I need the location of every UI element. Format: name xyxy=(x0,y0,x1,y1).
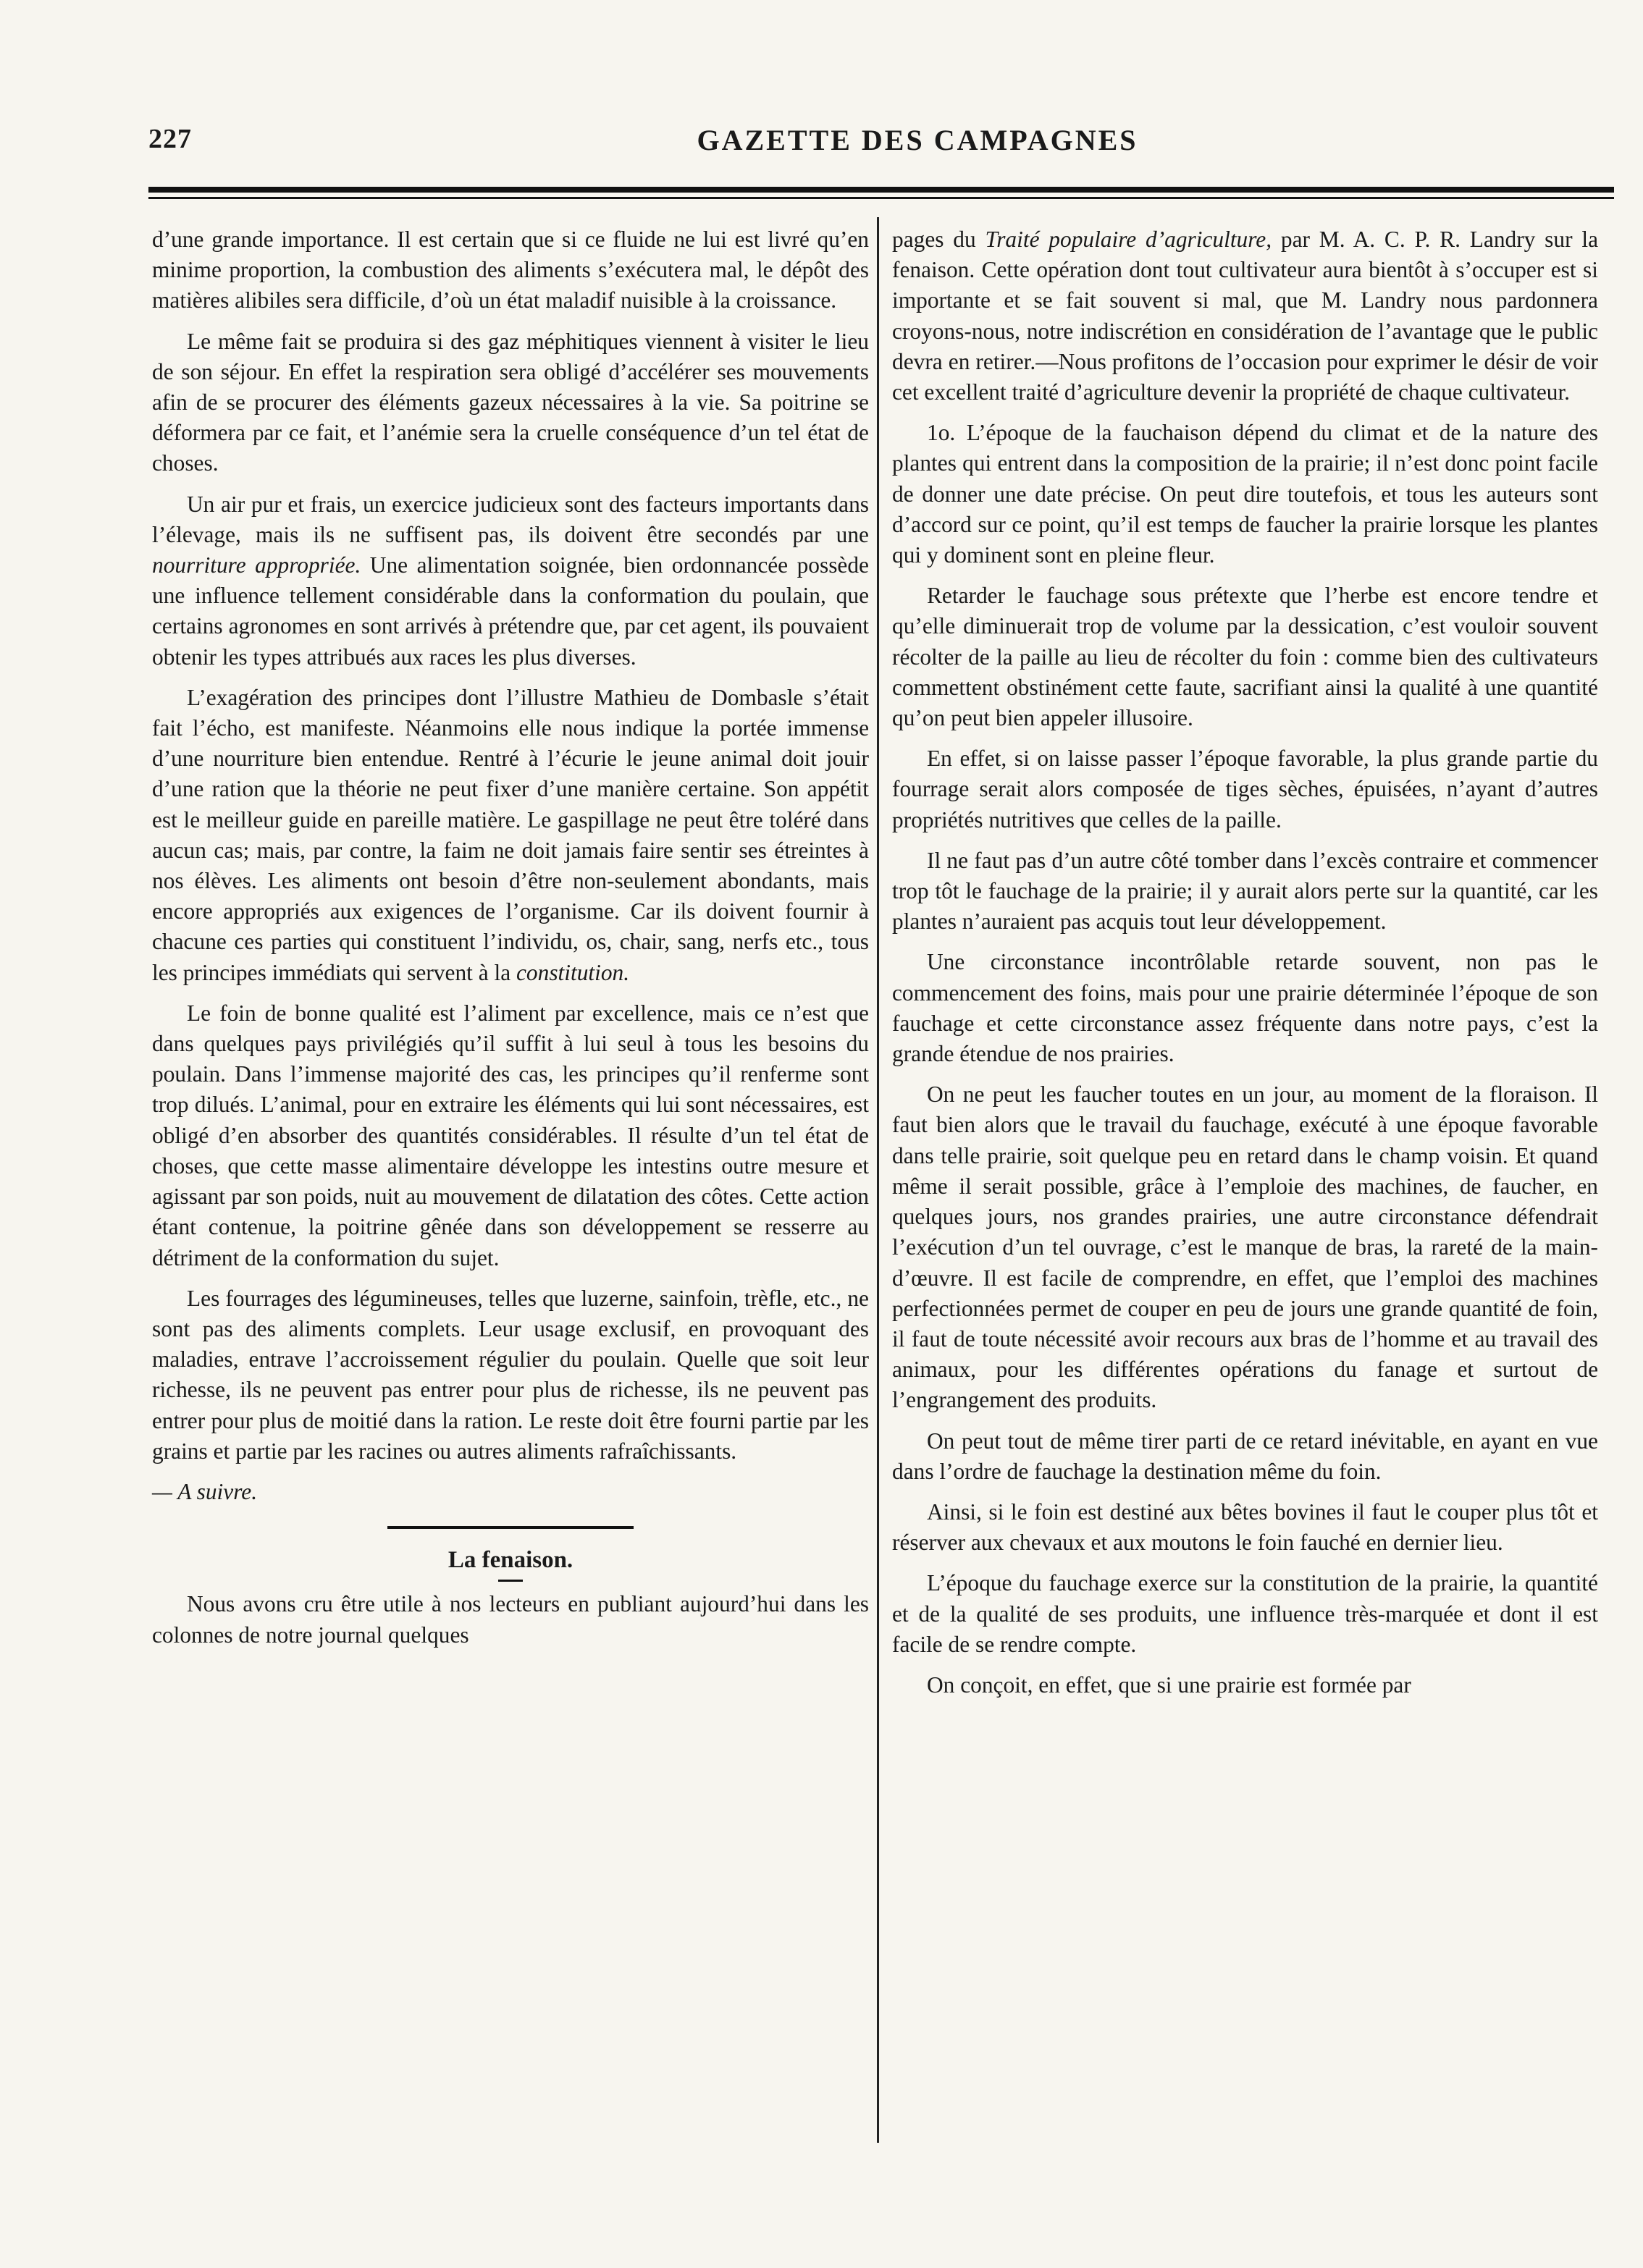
paragraph: Il ne faut pas d’un autre côté tomber dans l’excès contraire et commencer trop tôt le fauchage de la prairie; il y aurait alors perte sur la quantité, car les plantes n’auraient pas acquis tout leur développement. xyxy=(892,847,1598,935)
section-separator xyxy=(387,1526,634,1529)
paragraph: En effet, si on laisse passer l’époque favorable, la plus grande partie du fourrage serait alors composée de tiges sèches, épuisées, n’ayant d’autres propriétés nutritives que celles de la paille. xyxy=(892,746,1598,832)
paragraph: 1o. L’époque de la fauchaison dépend du climat et de la nature des plantes qui entrent dans la composition de la prairie; il n’est donc point facile de donner une date précise. On peut dire toutefois, et tous les auteurs sont d’accord sur ce point, qu’il est temps de faucher la prairie lorsque les plantes qui y dominent sont en pleine fleur. xyxy=(892,420,1598,568)
paragraph: On ne peut les faucher toutes en un jour, au moment de la floraison. Il faut bien alors que le travail du fauchage, exécuté à une époque favorable dans telle prairie, soit quelque peu en retard dans le champ voisin. Et quand même il serait possible, grâce à l’emploie des machines, de faucher, en quelques jours, nos grandes prairies, une autre circonstance défendrait l’exécution d’un tel ouvrage, c’est le manque de bras, la rareté de la main-d’œuvre. Il est facile de comprendre, en effet, que l’emploi des machines perfectionnées permet de couper en peu de jours une grande quantité de foin, il faut de toute nécessité avoir recours aux bras de l’homme et au travail des animaux, pour les différentes opérations du fanage et surtout de l’engrangement des produits. xyxy=(892,1082,1598,1413)
paragraph: d’une grande importance. Il est certain que si ce fluide ne lui est livré qu’en minime proportion, la combustion des aliments s’exécutera mal, le dépôt des matières alibiles sera difficile, d’où un état maladif nuisible à la croissance. xyxy=(152,227,869,313)
paragraph: pages du Traité populaire d’agriculture, par M. A. C. P. R. Landry sur la fenaison. Cette opération dont tout cultivateur aura bientôt à s’occuper est si importante et se fait souvent si mal, que M. Landry nous pardonnera croyons-nous, notre indiscrétion en considération de l’avantage que le public devra en retirer.—Nous profitons de l’occasion pour exprimer le désir de voir cet excellent traité d’agriculture devenir la propriété de chaque cultivateur. xyxy=(892,227,1599,405)
paragraph: Retarder le fauchage sous prétexte que l’herbe est encore tendre et qu’elle diminuerait trop de volume par la dessication, c’est vouloir souvent récolter de la paille au lieu de récolter du foin : comme bien des cultivateurs commettent obstinément cette faute, sacrifiant ainsi la qualité à une quantité qu’on peut bien appeler illusoire. xyxy=(892,583,1598,731)
header-rule-thin xyxy=(148,197,1614,199)
paragraph: Le foin de bonne qualité est l’aliment par excellence, mais ce n’est que dans quelques pays privilégiés qu’il suffit à lui seul à tous les besoins du poulain. Dans l’immense majorité des cas, les principes qu’il renferme sont trop dilués. L’animal, pour en extraire les éléments qui lui sont nécessaires, est obligé d’en absorber des quantités considérables. Il résulte d’un tel état de choses, que cette masse alimentaire développe les intestins outre mesure et agissant par son poids, nuit au mouvement de dilatation des côtes. Cette action étant contenue, la poitrine gênée dans son développement se resserre au détriment de la conformation du sujet. xyxy=(152,1000,869,1270)
paragraph: L’époque du fauchage exerce sur la constitution de la prairie, la quantité et de la qualité de ses produits, une influence très-marquée et dont il est facile de se rendre compte. xyxy=(892,1570,1598,1657)
paragraph: Les fourrages des légumineuses, telles que luzerne, sainfoin, trèfle, etc., ne sont pas des aliments complets. Leur usage exclusif, en provoquant des maladies, entrave l’accroissement régulier du poulain. Quelle que soit leur richesse, ils ne peuvent pas entrer pour plus de richesse, ils ne peuvent pas entrer pour plus de moitié dans la ration. Le reste doit être fourni partie par les grains et partie par les racines ou autres aliments rafraîchissants. xyxy=(152,1285,869,1464)
paragraph: Ainsi, si le foin est destiné aux bêtes bovines il faut le couper plus tôt et réserver aux chevaux et aux moutons le foin fauché en dernier lieu. xyxy=(892,1498,1598,1556)
left-column xyxy=(152,224,869,1661)
paragraph: On peut tout de même tirer parti de ce retard inévitable, en ayant en vue dans l’ordre de fauchage la destination même du foin. xyxy=(892,1428,1598,1484)
section-title-underline xyxy=(498,1580,523,1582)
paragraph: On conçoit, en effet, que si une prairie est formée par xyxy=(927,1672,1411,1698)
page-number: 227 xyxy=(148,124,192,154)
paragraph: Nous avons cru être utile à nos lecteurs en publiant aujourd’hui dans les colonnes de notre journal quelques xyxy=(152,1591,869,1648)
column-divider xyxy=(877,217,879,2143)
right-column xyxy=(892,224,1598,1711)
paragraph: Un air pur et frais, un exercice judicieux sont des facteurs importants dans l’élevage, mais ils ne suffisent pas, ils doivent être secondés par une nourriture appropriée. Une alimentation soignée, bien ordonnancée possède une influence tellement considérable dans la conformation du poulain, que certains agronomes en sont arrivés à prétendre que, par cet agent, ils pouvaient obtenir les types attribués aux races les plus diverses. xyxy=(152,491,869,670)
paragraph: Une circonstance incontrôlable retarde souvent, non pas le commencement des foins, mais pour une prairie déterminée l’époque de son fauchage et cette circonstance assez fréquente dans notre pays, c’est la grande étendue de nos prairies. xyxy=(892,949,1598,1067)
section-title: La fenaison. xyxy=(447,1547,573,1574)
journal-title: GAZETTE DES CAMPAGNES xyxy=(697,124,1138,156)
paragraph: L’exagération des principes dont l’illustre Mathieu de Dombasle s’était fait l’écho, est manifeste. Néanmoins elle nous indique la portée immense d’une nourriture bien entendue. Rentré à l’écurie le jeune animal doit jouir d’une ration que la théorie ne peut fixer d’une manière certaine. Son appétit est le meilleur guide en pareille matière. Le gaspillage ne peut être toléré dans aucun cas; mais, par contre, la faim ne doit jamais faire sentir ses étreintes à nos élèves. Les aliments ont besoin d’être non-seulement abondants, mais encore appropriés aux exigences de l’organisme. Car ils doivent fournir à chacune ces parties qui constituent l’individu, os, chair, sang, nerfs etc., tous les principes immédiats qui servent à la constitution. xyxy=(152,684,869,985)
paragraph: Le même fait se produira si des gaz méphitiques viennent à visiter le lieu de son séjour. En effet la respiration sera obligé d’accélérer ses mouvements afin de se procurer des éléments gazeux nécessaires à la vie. Sa poitrine se déformera par ce fait, et l’anémie sera la cruelle conséquence d’un tel état de choses. xyxy=(152,328,869,476)
header-rule-thick xyxy=(148,187,1614,193)
to-follow-note: — A suivre. xyxy=(152,1478,258,1504)
page-header xyxy=(148,123,1600,166)
